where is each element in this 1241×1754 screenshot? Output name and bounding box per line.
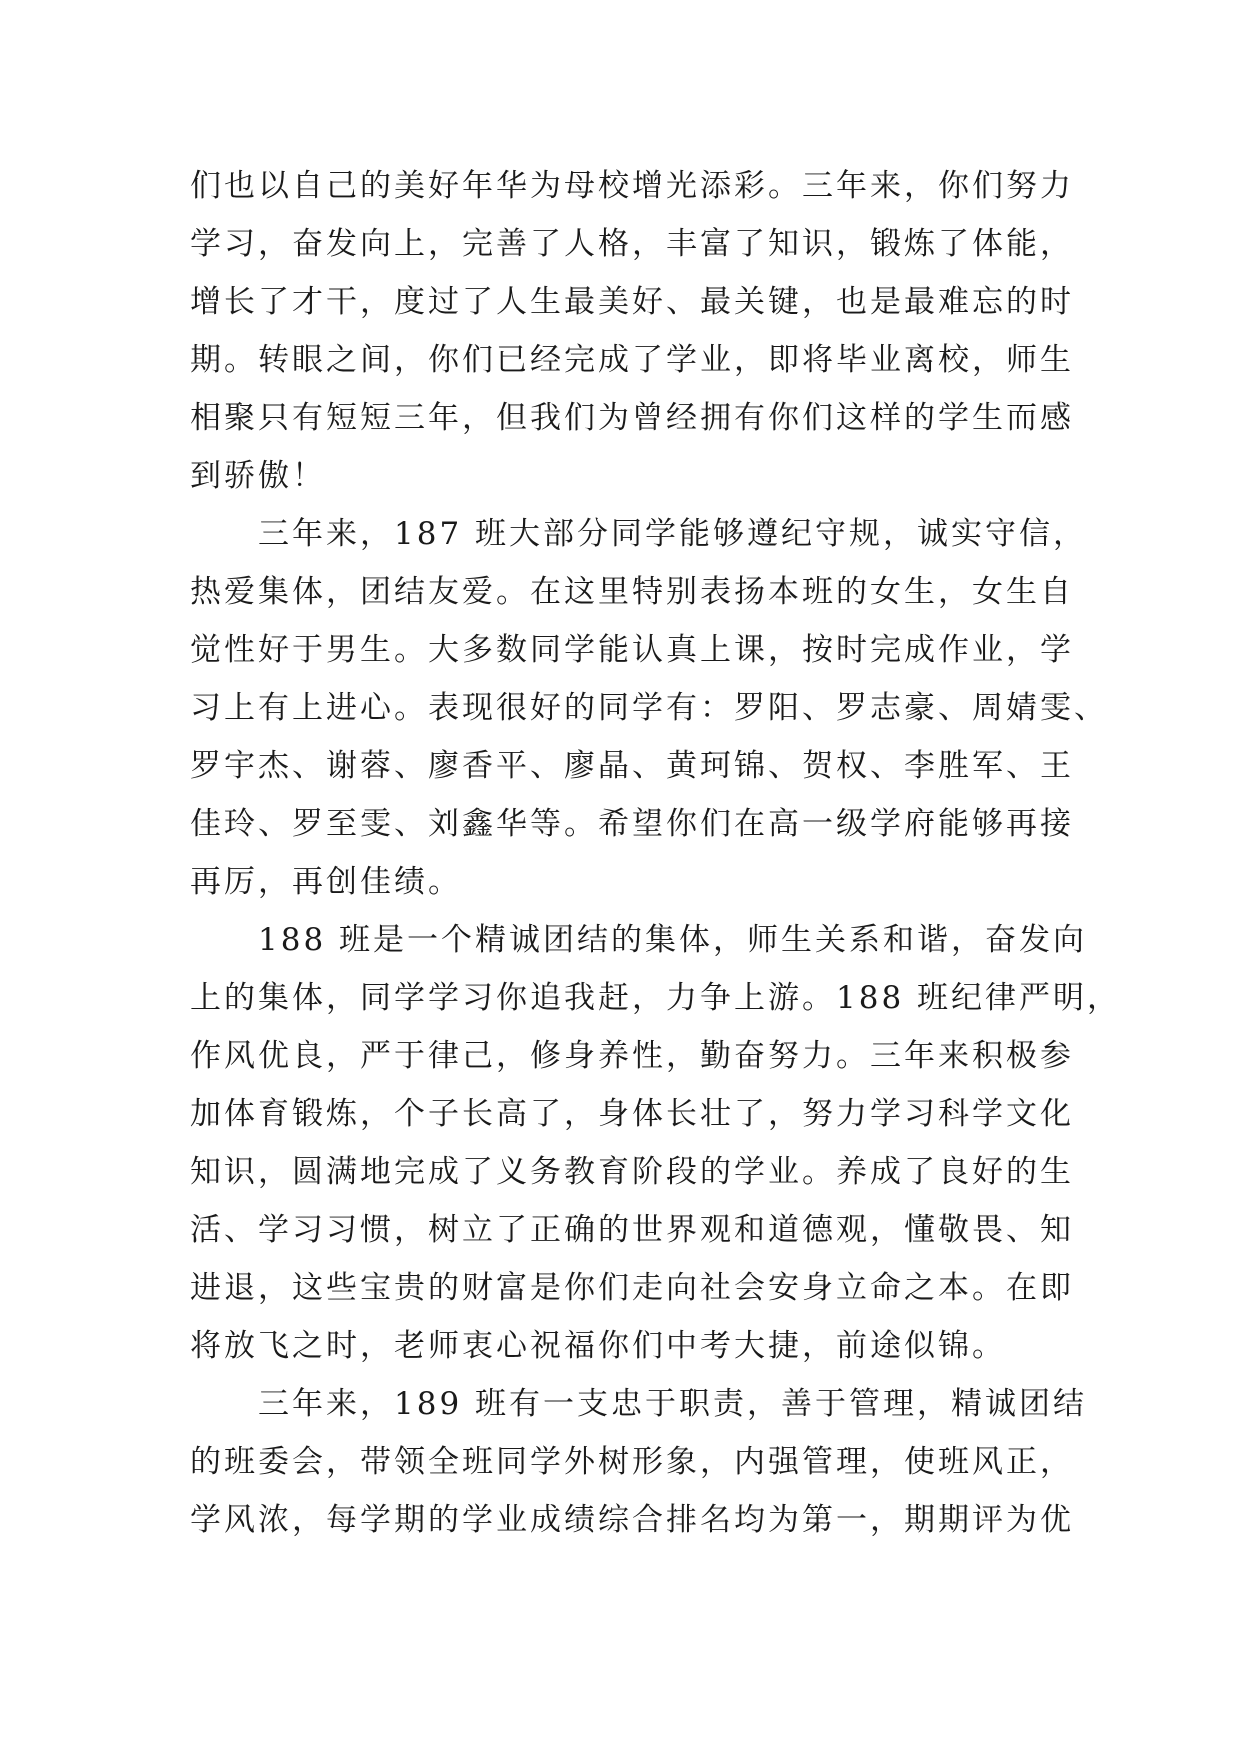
text-line: 到骄傲！ (190, 458, 326, 494)
text-line: 加体育锻炼，个子长高了，身体长壮了，努力学习科学文化 (190, 1096, 1074, 1132)
text-line: 增长了才干，度过了人生最美好、最关键，也是最难忘的时 (190, 284, 1074, 320)
text-line: 习上有上进心。表现很好的同学有：罗阳、罗志豪、周婧雯、 (190, 690, 1108, 726)
text-line: 罗宇杰、谢蓉、廖香平、廖晶、黄珂锦、贺权、李胜军、王 (190, 748, 1074, 784)
text-line: 作风优良，严于律己，修身养性，勤奋努力。三年来积极参 (190, 1038, 1074, 1074)
text-line: 们也以自己的美好年华为母校增光添彩。三年来，你们努力 (190, 168, 1074, 204)
text-line: 活、学习习惯，树立了正确的世界观和道德观，懂敬畏、知 (190, 1212, 1074, 1248)
text-line: 的班委会，带领全班同学外树形象，内强管理，使班风正， (190, 1444, 1074, 1480)
text-line: 热爱集体，团结友爱。在这里特别表扬本班的女生，女生自 (190, 574, 1074, 610)
text-line: 上的集体，同学学习你追我赶，力争上游。188 班纪律严明， (190, 980, 1122, 1016)
text-line: 相聚只有短短三年，但我们为曾经拥有你们这样的学生而感 (190, 400, 1074, 436)
text-line: 再厉，再创佳绩。 (190, 864, 462, 900)
document-body (190, 157, 1122, 1549)
text-line: 三年来，189 班有一支忠于职责，善于管理，精诚团结 (190, 1386, 1088, 1422)
text-line: 期。转眼之间，你们已经完成了学业，即将毕业离校，师生 (190, 342, 1074, 378)
text-line: 三年来，187 班大部分同学能够遵纪守规，诚实守信， (190, 516, 1088, 552)
text-line: 学风浓，每学期的学业成绩综合排名均为第一，期期评为优 (190, 1502, 1074, 1538)
text-line: 进退，这些宝贵的财富是你们走向社会安身立命之本。在即 (190, 1270, 1074, 1306)
text-line: 佳玲、罗至雯、刘鑫华等。希望你们在高一级学府能够再接 (190, 806, 1074, 842)
text-line: 188 班是一个精诚团结的集体，师生关系和谐，奋发向 (190, 922, 1088, 958)
text-line: 学习，奋发向上，完善了人格，丰富了知识，锻炼了体能， (190, 226, 1074, 262)
text-line: 觉性好于男生。大多数同学能认真上课，按时完成作业，学 (190, 632, 1074, 668)
text-line: 将放飞之时，老师衷心祝福你们中考大捷，前途似锦。 (190, 1328, 1006, 1364)
text-line: 知识，圆满地完成了义务教育阶段的学业。养成了良好的生 (190, 1154, 1074, 1190)
